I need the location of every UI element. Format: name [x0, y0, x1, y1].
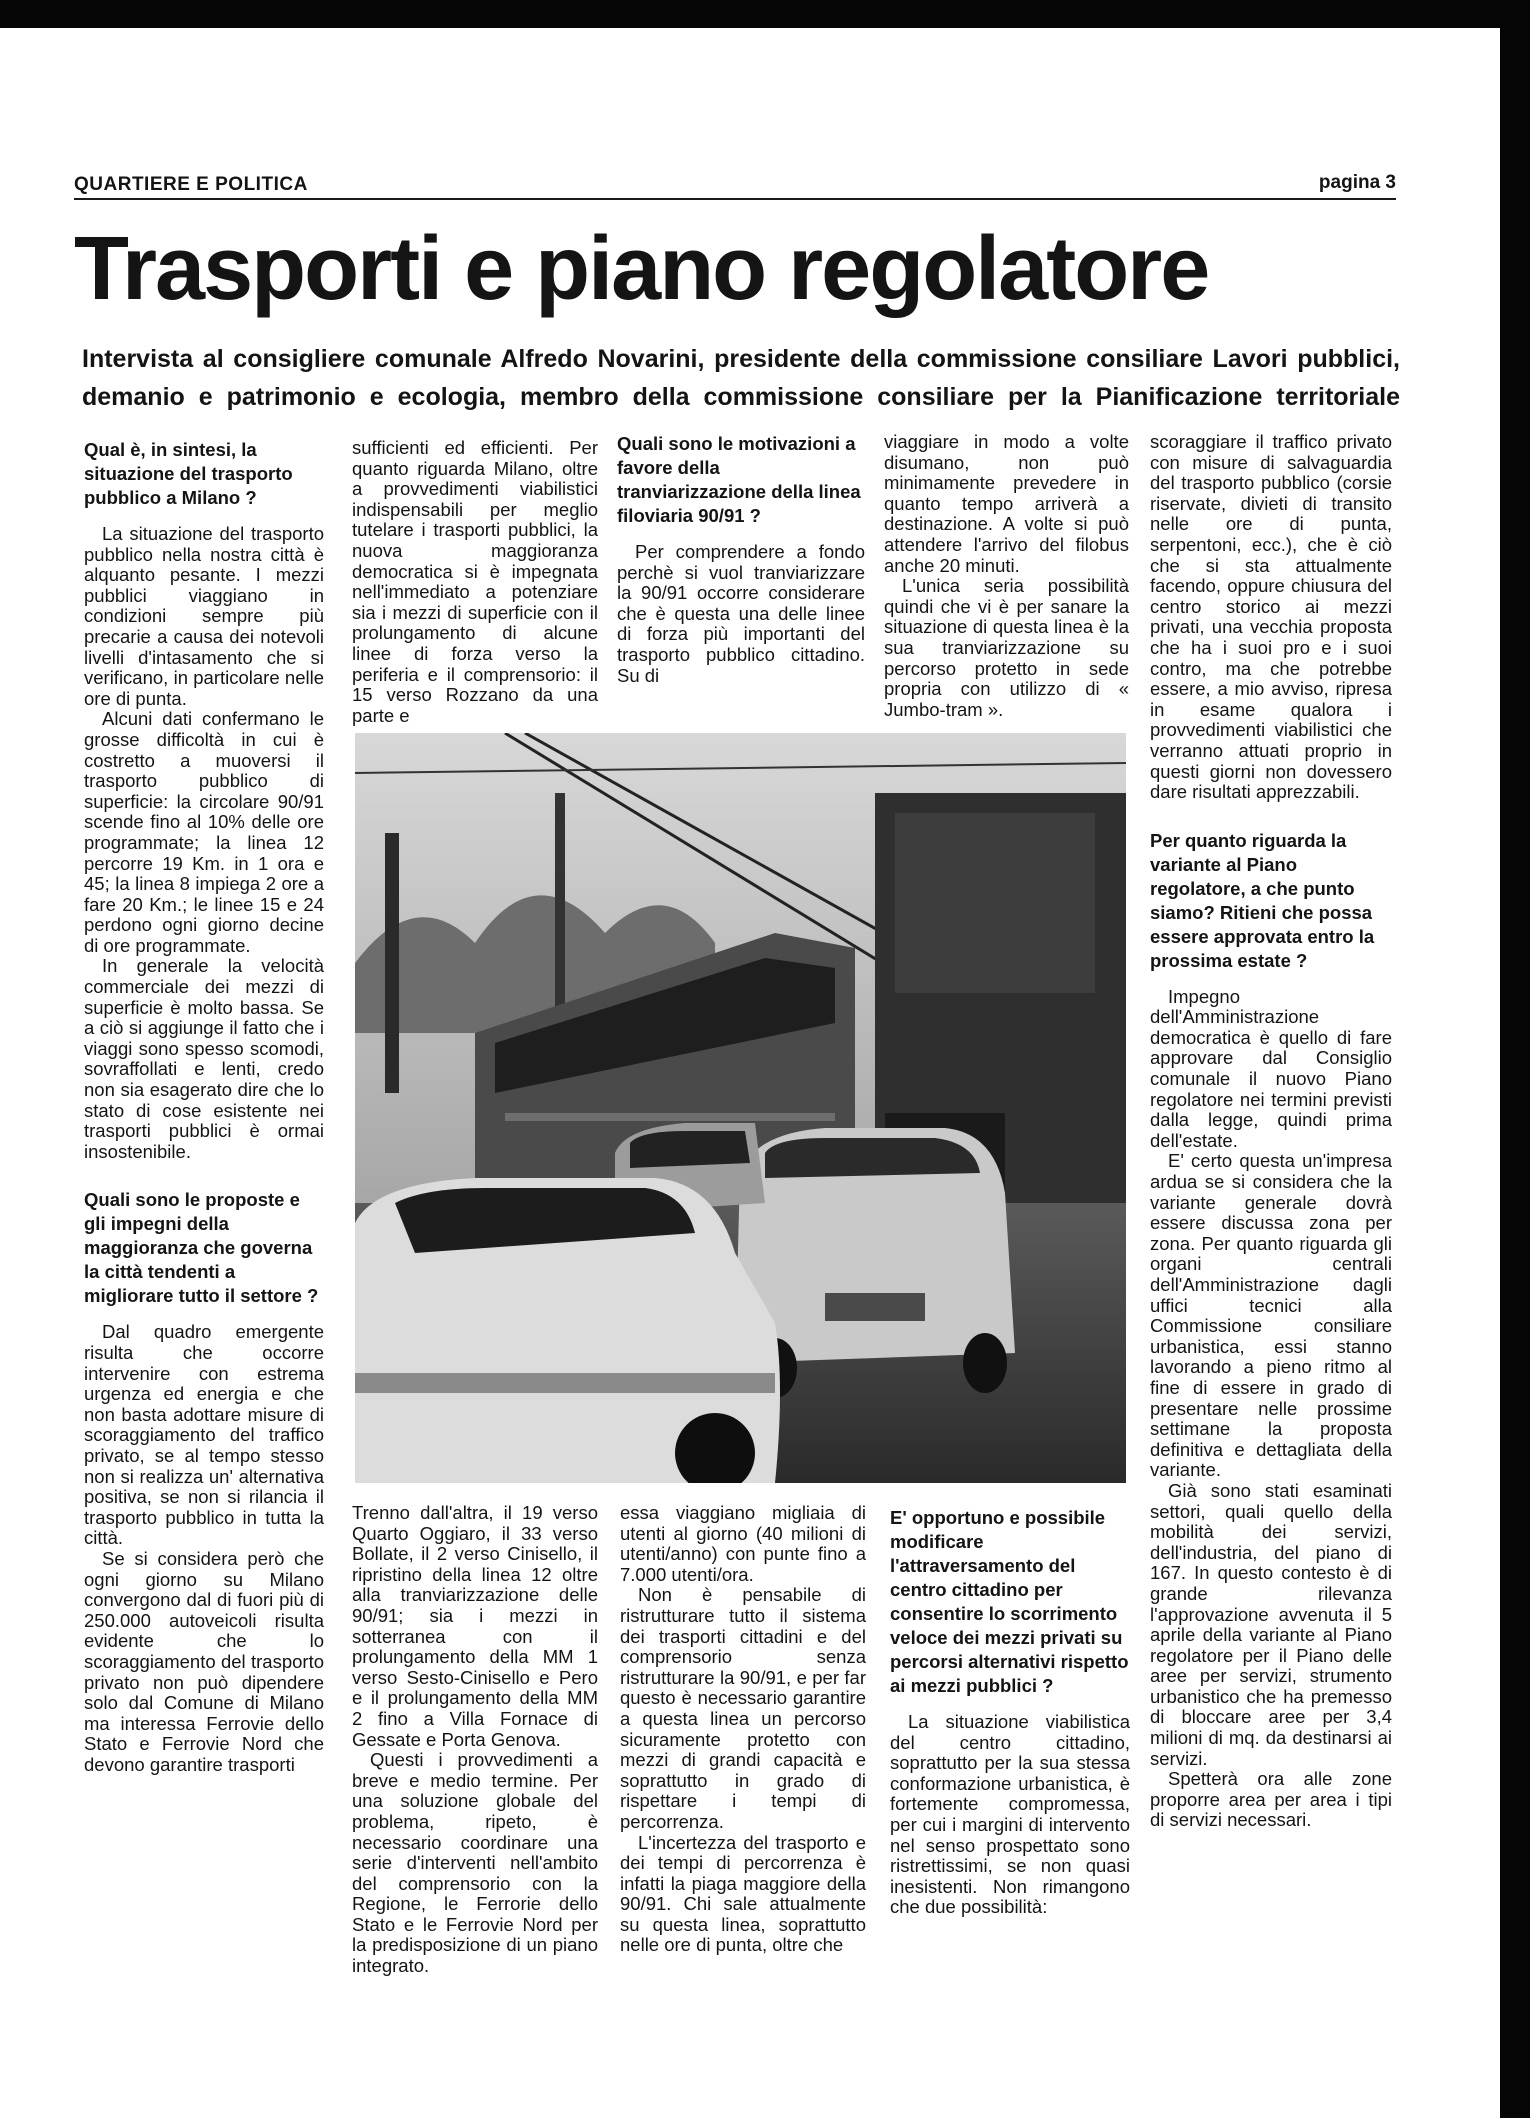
paragraph: L'incertezza del trasporto e dei tempi di percorrenza è infatti la piaga maggiore della 90/91. Chi sale attualmente su questa linea, soprattutto nelle ore di punta, oltre che: [620, 1831, 866, 1956]
paragraph: Già sono stati esaminati settori, quali quello della mobilità dei servizi, dell'industria, del piano di 167. In questo contesto è di grande rilevanza l'approvazione avvenuta il 5 aprile della variante al Piano regolatore per il Piano delle aree per servizi, strumento urbanistico che ha premesso di bloccare aree per 3,4 milioni di mq. da destinarsi ai servizi.: [1150, 1479, 1392, 1769]
column-3-top: [617, 432, 865, 686]
paragraph: scoraggiare il traffico privato con misure di salvaguardia del trasporto pubblico (corsie riservate, divieti di transito nelle ore di punta, serpentoni, ecc.), che è ciò che si sta attualmente facendo, oppure chiusura del centro storico ai mezzi privati, una vecchia proposta che ha i suoi pro e i suoi contro, ma che potrebbe essere, a mio avviso, ripresa in esame qualora i provvedimenti viabilistici che verranno attuati proprio in questi giorni non dovessero dare risultati apprezzabili.: [1150, 431, 1392, 803]
column-1: [84, 438, 324, 1775]
paragraph: La situazione viabilistica del centro cittadino, soprattutto per la sua stessa conformazione urbanistica, è fortemente compromessa, per cui i margini di intervento nel senso prospettato sono ristrettissimi, se non quasi inesistenti. Non rimangono che due possibilità:: [890, 1711, 1130, 1918]
paragraph: Questi i provvedimenti a breve e medio termine. Per una soluzione globale del problema, ripeto, è necessario coordinare una serie d'interventi nell'ambito del comprensorio con la Regione, le Ferrorie dello Stato e le Ferrovie Nord per la predisposizione di un piano integrato.: [352, 1749, 598, 1977]
paragraph: sufficienti ed efficienti. Per quanto riguarda Milano, oltre a provvedimenti viabilistici indispensabili per meglio tutelare i trasporti pubblici, la nuova maggioranza democratica si è impegnata nell'immediato a potenziare sia i mezzi di superficie con il prolungamento di alcune linee di forza verso la periferia e il comprensorio: il 15 verso Rozzano da una parte e: [352, 437, 598, 726]
paragraph: Trenno dall'altra, il 19 verso Quarto Oggiaro, il 33 verso Bollate, il 2 verso Cinisello, il ripristino della linea 12 oltre alla tranviarizzazione delle 90/91; sia i mezzi in sotterranea con il prolungamento della MM 1 verso Sesto-Cinisello e Pero e il prolungamento della MM 2 fino a Villa Fornace di Gessate e Porta Genova.: [352, 1502, 598, 1750]
scan-top-border: [0, 0, 1530, 28]
question-5: Per quanto riguarda la variante al Piano regolatore, a che punto siamo? Ritieni che possa essere approvata entro la prossima estate ?: [1150, 829, 1375, 971]
scan-right-border: [1500, 0, 1530, 2118]
question-2: Quali sono le proposte e gli impegni della maggioranza che governa la città tendenti a migliorare tutto il settore ?: [84, 1189, 319, 1307]
column-2-bottom: [352, 1503, 598, 1977]
page-number: pagina 3: [1318, 172, 1396, 193]
question-4: E' opportuno e possibile modificare l'attraversamento del centro cittadino per consentire lo scorrimento veloce dei mezzi privati su percorsi alternativi rispetto ai mezzi pubblici ?: [890, 1507, 1129, 1696]
paragraph: Se si considera però che ogni giorno su Milano convergono dal di fuori più di 250.000 autoveicoli risulta evidente che lo scoraggiamento del trasporto privato non può dipendere solo dal Comune di Milano ma interessa Ferrovie dello Stato e Ferrovie Nord che devono garantire trasporti: [84, 1547, 324, 1775]
column-4-bottom: [890, 1506, 1130, 1918]
trolleybus-and-cars-photo: [355, 733, 1126, 1483]
paragraph: E' certo questa un'impresa ardua se si considera che la variante generale dovrà essere discussa zona per zona. Per quanto riguarda gli organi centrali dell'Amministrazione dagli uffici tecnici alla Commissione consiliare urbanistica, essi stanno lavorando a pieno ritmo al fine di essere in grado di presentare nelle prossime settimane la proposta definitiva e dettagliata della variante.: [1150, 1150, 1392, 1481]
paragraph: Per comprendere a fondo perchè si vuol tranviarizzare la 90/91 occorre considerare che è questa una delle linee di forza più importanti del trasporto pubblico cittadino. Su di: [617, 541, 865, 686]
paragraph: Dal quadro emergente risulta che occorre intervenire con estrema urgenza ed energia e che non basta adottare misure di scoraggiamento del traffico privato, se al tempo stesso non si realizza un' alternativa positiva, se non si rilancia il trasporto pubblico in tutta la città.: [84, 1321, 324, 1549]
column-5: [1150, 432, 1392, 1831]
header-rule: [74, 198, 1396, 200]
running-header: [74, 170, 1396, 200]
paragraph: Non è pensabile di ristrutturare tutto il sistema dei trasporti cittadini e del comprensorio senza ristrutturare la 90/91, e per far questo è necessario garantire a questa linea un percorso sicuramente protetto con mezzi di grandi capacità e soprattutto in grado di rispettare i tempi di percorrenza.: [620, 1584, 866, 1832]
paragraph: Impegno dell'Amministrazione democratica è quello di fare approvare dal Consiglio comunale il nuovo Piano regolatore nei termini previsti dalla legge, quindi prima dell'estate.: [1150, 985, 1392, 1151]
paragraph: La situazione del trasporto pubblico nella nostra città è alquanto pesante. I mezzi pubblici viaggiano in condizioni sempre più precarie a causa dei notevoli livelli d'intasamento che si verificano, in particolare nelle ore di punta.: [84, 523, 324, 709]
column-2-top: [352, 438, 598, 726]
paragraph: Spetterà ora alle zone proporre area per area i tipi di servizi necessari.: [1150, 1768, 1392, 1831]
paragraph: viaggiare in modo a volte disumano, non può minimamente prevedere in quanto tempo arriverà a destinazione. A volte si può attendere l'arrivo del filobus anche 20 minuti.: [884, 431, 1129, 576]
paragraph: Alcuni dati confermano le grosse difficoltà in cui è costretto a muoversi il trasporto pubblico di superficie: la circolare 90/91 scende fino al 10% delle ore programmate; la linea 12 percorre 19 Km. in 1 ora e 45; la linea 8 impiega 2 ore a fare 20 Km.; le linee 15 e 24 perdono ogni giorno decine di ore programmate.: [84, 708, 324, 956]
column-4-top: [884, 432, 1129, 720]
headline: Trasporti e piano regolatore: [74, 219, 1209, 319]
subtitle: Intervista al consigliere comunale Alfredo Novarini, presidente della commissione consiliare Lavori pubblici, demanio e patrimonio e ecologia, membro della commissione consiliare per la Pianificazione territoriale: [82, 345, 1400, 411]
question-3: Quali sono le motivazioni a favore della tranviarizzazione della linea filoviaria 90/91 ?: [617, 433, 861, 526]
paragraph: essa viaggiano migliaia di utenti al giorno (40 milioni di utenti/anno) con punte fino a 7.000 utenti/ora.: [620, 1502, 866, 1585]
paragraph: L'unica seria possibilità quindi che vi è per sanare la situazione di questa linea è la sua tranviarizzazione su percorso protetto in sede propria con utilizzo di « Jumbo-tram ».: [884, 575, 1129, 720]
question-1: Qual è, in sintesi, la situazione del trasporto pubblico a Milano ?: [84, 439, 293, 508]
street-traffic-photo: [355, 733, 1126, 1483]
section-label: QUARTIERE E POLITICA: [74, 174, 308, 195]
column-3-bottom: [620, 1503, 866, 1956]
paragraph: In generale la velocità commerciale dei mezzi di superficie è molto bassa. Se a ciò si aggiunge il fatto che i viaggi sono spesso scomodi, sovraffollati e lenti, credo non sia esagerato dire che lo stato di cose esistente nei trasporti pubblici è ormai insostenibile.: [84, 955, 324, 1162]
